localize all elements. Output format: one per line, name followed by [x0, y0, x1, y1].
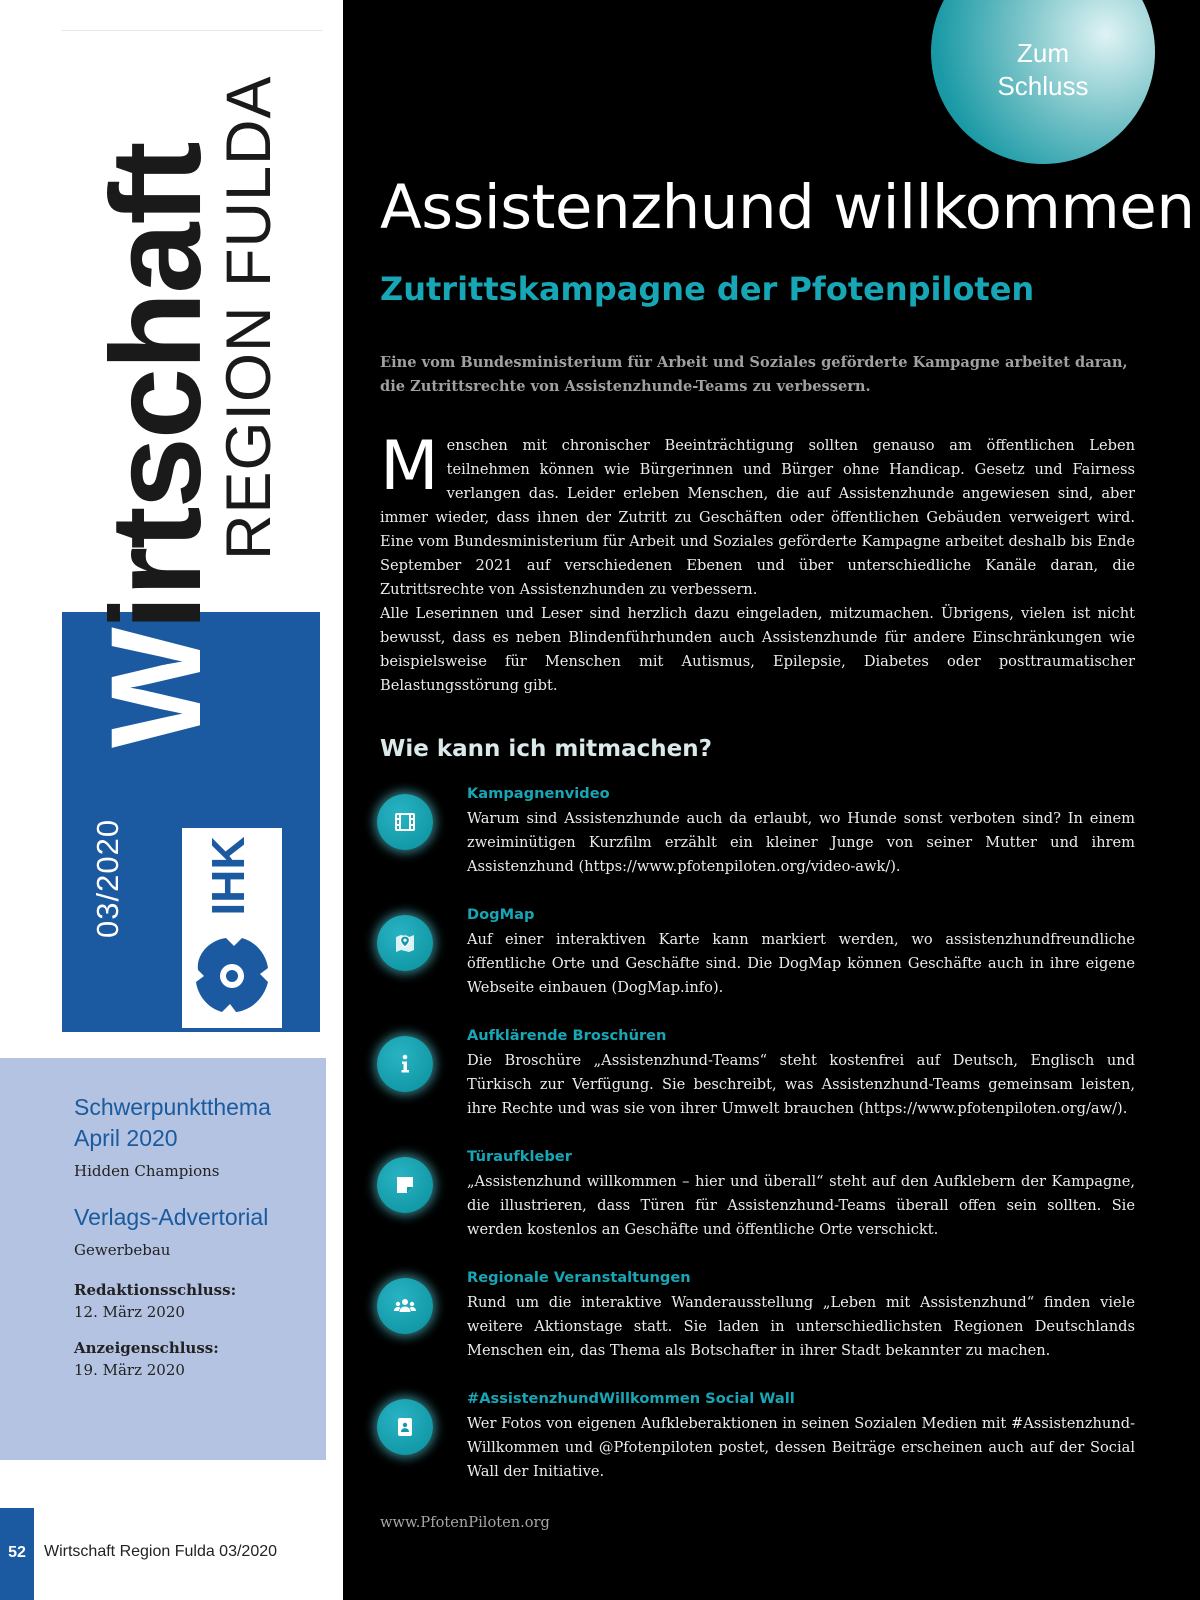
- magazine-title-rest: irtschaft: [85, 143, 228, 631]
- list-item-title: DogMap: [467, 906, 535, 923]
- magazine-sidebar: [0, 0, 343, 1600]
- list-item: [343, 1148, 1200, 1272]
- list-item: [343, 785, 1200, 909]
- section-badge-line-2: Schluss: [997, 71, 1089, 101]
- article-lead: Eine vom Bundesministerium für Arbeit und Soziales geförderte Kampagne arbeitet daran, die Zutrittsrechte von Assistenzhunde-Teams zu verbessern.: [380, 354, 1128, 395]
- top-divider: [62, 30, 322, 31]
- ihk-logo: [182, 828, 282, 1028]
- ihk-logo-text: IHK: [202, 836, 255, 916]
- list-item-text: Warum sind Assistenzhunde auch da erlaubt, wo Hunde sonst verboten sind? In einem zweiminütigen Kurzfilm erzählt ein kleiner Junge von seiner Mutter und ihrem Assistenzhund (https://www.pfotenpiloten.org/video-awk/).: [467, 810, 1135, 875]
- group-icon: [377, 1278, 433, 1334]
- website-link[interactable]: www.PfotenPiloten.org: [380, 1514, 550, 1531]
- film-icon: [377, 794, 433, 850]
- section-badge: [931, 0, 1155, 164]
- participation-heading: Wie kann ich mitmachen?: [380, 736, 712, 762]
- page-number: 52: [0, 1508, 34, 1600]
- schwerpunkt-heading: [74, 1092, 326, 1154]
- info-icon: [377, 1036, 433, 1092]
- anzeigenschluss-date: 19. März 2020: [74, 1361, 185, 1379]
- advertorial-text: Gewerbebau: [74, 1241, 171, 1259]
- map-marker-icon: [377, 915, 433, 971]
- list-item-text: Auf einer interaktiven Karte kann markiert werden, wo assistenzhundfreundliche öffentliche Orte und Geschäfte sind. Die DogMap können Geschäfte auch in ihre eigene Webseite einbauen (DogMap.info).: [467, 931, 1135, 996]
- list-item-title: Türaufkleber: [467, 1148, 572, 1165]
- list-item: [343, 1027, 1200, 1151]
- redaktionsschluss-date: 12. März 2020: [74, 1303, 185, 1321]
- list-item-title: #AssistenzhundWillkommen Social Wall: [467, 1390, 795, 1407]
- social-wall-icon: [377, 1399, 433, 1455]
- article-title: Assistenzhund willkommen: [380, 172, 1195, 243]
- list-item-text: „Assistenzhund willkommen – hier und überall“ steht auf den Aufklebern der Kampagne, die illustrieren, dass Türen für Assistenzhund-Teams überall offen sein sollten. Sie werden kostenlos an Geschäfte und öffentliche Orte verschickt.: [467, 1173, 1135, 1238]
- article-body: [380, 427, 1135, 698]
- body-paragraph-1-text: enschen mit chronischer Beeinträchtigung sollten genauso am öffentlichen Leben teilnehmen können wie Bürgerinnen und Bürger ohne Handicap. Gesetz und Fairness verlangen das. Leider erleben Menschen, die auf Assistenzhunde angewiesen sind, aber immer wieder, dass ihnen der Zutritt zu Geschäften oder öffentlichen Gebäuden verweigert wird. Eine vom Bundesministerium für Arbeit und Soziales geförderte Kampagne arbeitet deshalb bis Ende September 2021 auf verschiedenen Ebenen und über unterschiedliche Kanäle daran, die Zutrittsrechte von Assistenzhunden zu verbessern.: [380, 437, 1135, 598]
- magazine-title-initial: W: [85, 630, 228, 748]
- body-paragraph-2: Alle Leserinnen und Leser sind herzlich dazu eingeladen, mitzumachen. Übrigens, vielen ist nicht bewusst, dass es neben Blindenführhunden auch Assistenzhunde für andere Einschränkungen wie beispielsweise für Menschen mit Autismus, Epilepsie, Diabetes oder posttraumatischer Belastungsstörung gibt.: [380, 605, 1135, 694]
- upcoming-issue-box: [0, 1058, 326, 1460]
- sticker-icon: [377, 1157, 433, 1213]
- schwerpunkt-heading-line-1: Schwerpunktthema: [74, 1094, 271, 1120]
- list-item-title: Regionale Veranstaltungen: [467, 1269, 691, 1286]
- schwerpunkt-text: Hidden Champions: [74, 1162, 220, 1180]
- drop-cap: M: [380, 427, 439, 506]
- list-item-title: Kampagnenvideo: [467, 785, 610, 802]
- anzeigenschluss-label: Anzeigenschluss:: [74, 1339, 219, 1357]
- magazine-title-wirtschaft: [85, 143, 228, 748]
- issue-number: 03/2020: [90, 818, 125, 938]
- body-paragraph-1: [380, 427, 1135, 602]
- footer-publication: Wirtschaft Region Fulda 03/2020: [44, 1543, 278, 1560]
- section-badge-line-1: Zum: [1017, 38, 1069, 68]
- participation-list: [343, 785, 1200, 1514]
- list-item-text: Wer Fotos von eigenen Aufkleberaktionen in seinen Sozialen Medien mit #Assistenzhund-Willkommen und @Pfotenpiloten postet, dessen Beiträge erscheinen auch auf der Social Wall der Initiative.: [467, 1415, 1135, 1480]
- article-subtitle: Zutrittskampagne der Pfotenpiloten: [380, 270, 1035, 308]
- section-badge-text: [931, 37, 1155, 103]
- list-item-text: Rund um die interaktive Wanderausstellung „Leben mit Assistenzhund“ finden viele weitere Aktionstage statt. Sie laden in unterschiedlichsten Regionen Deutschlands Menschen ein, das Thema als Botschafter in ihrer Stadt bekannter zu machen.: [467, 1294, 1135, 1359]
- magazine-title-region: REGION FULDA: [214, 75, 284, 560]
- redaktionsschluss-label: Redaktionsschluss:: [74, 1281, 237, 1299]
- list-item: [343, 906, 1200, 1030]
- list-item-text: Die Broschüre „Assistenzhund-Teams“ steht kostenfrei auf Deutsch, Englisch und Türkisch zur Verfügung. Sie beschreibt, was Assistenzhund-Teams gemeinsam leisten, ihre Rechte und was sie von ihrer Umwelt brauchen (https://www.pfotenpiloten.org/aw/).: [467, 1052, 1135, 1117]
- advertorial-heading: Verlags-Advertorial: [74, 1204, 269, 1230]
- article-area: [343, 0, 1200, 1600]
- list-item: [343, 1269, 1200, 1393]
- list-item: [343, 1390, 1200, 1514]
- schwerpunkt-heading-line-2: April 2020: [74, 1125, 178, 1151]
- list-item-title: Aufklärende Broschüren: [467, 1027, 667, 1044]
